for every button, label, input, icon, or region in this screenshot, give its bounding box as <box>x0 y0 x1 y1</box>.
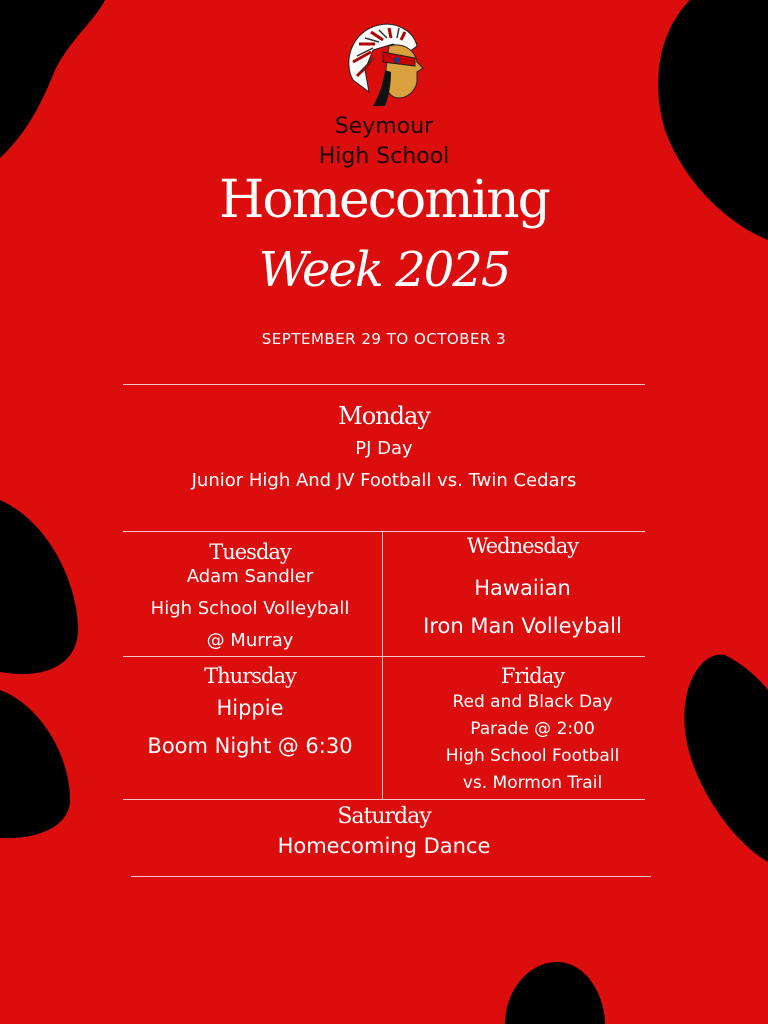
tuesday-cell <box>110 540 390 658</box>
school-name-line1: Seymour <box>334 114 434 139</box>
wednesday-theme: Hawaiian <box>474 576 571 600</box>
tuesday-event-line1: High School Volleyball <box>150 598 350 619</box>
mascot-logo <box>343 22 428 108</box>
divider-grid-top <box>123 531 645 532</box>
friday-event-line1: High School Football <box>445 746 620 766</box>
tuesday-theme: Adam Sandler <box>186 566 314 587</box>
thursday-event: Boom Night @ 6:30 <box>147 734 353 758</box>
friday-label: Friday <box>500 664 565 688</box>
title-homecoming: Homecoming <box>219 170 549 230</box>
blob-bottom <box>505 962 605 1024</box>
friday-event-line2: vs. Mormon Trail <box>462 773 603 793</box>
friday-theme: Red and Black Day <box>452 692 613 712</box>
blob-right-lower <box>684 654 768 862</box>
monday-theme: PJ Day <box>355 438 413 459</box>
thursday-label: Thursday <box>204 664 296 688</box>
divider-top <box>123 384 645 385</box>
saturday-label: Saturday <box>337 804 431 829</box>
title-week: Week 2025 <box>258 242 510 298</box>
thursday-theme: Hippie <box>216 696 284 720</box>
thursday-cell <box>105 664 395 766</box>
friday-parade: Parade @ 2:00 <box>470 719 595 739</box>
school-name-line2: High School <box>318 144 450 169</box>
saturday-event: Homecoming Dance <box>277 834 491 858</box>
wednesday-label: Wednesday <box>466 534 579 558</box>
date-range: SEPTEMBER 29 TO OCTOBER 3 <box>261 330 507 348</box>
monday-event: Junior High And JV Football vs. Twin Cedars <box>191 470 577 491</box>
tuesday-label: Tuesday <box>209 540 291 564</box>
blob-left-middle <box>0 500 78 674</box>
monday-label: Monday <box>338 402 430 430</box>
wednesday-cell <box>385 534 660 646</box>
friday-cell <box>395 664 670 800</box>
wednesday-event: Iron Man Volleyball <box>423 614 622 638</box>
tuesday-event-line2: @ Murray <box>206 630 294 651</box>
divider-bottom <box>131 876 651 877</box>
